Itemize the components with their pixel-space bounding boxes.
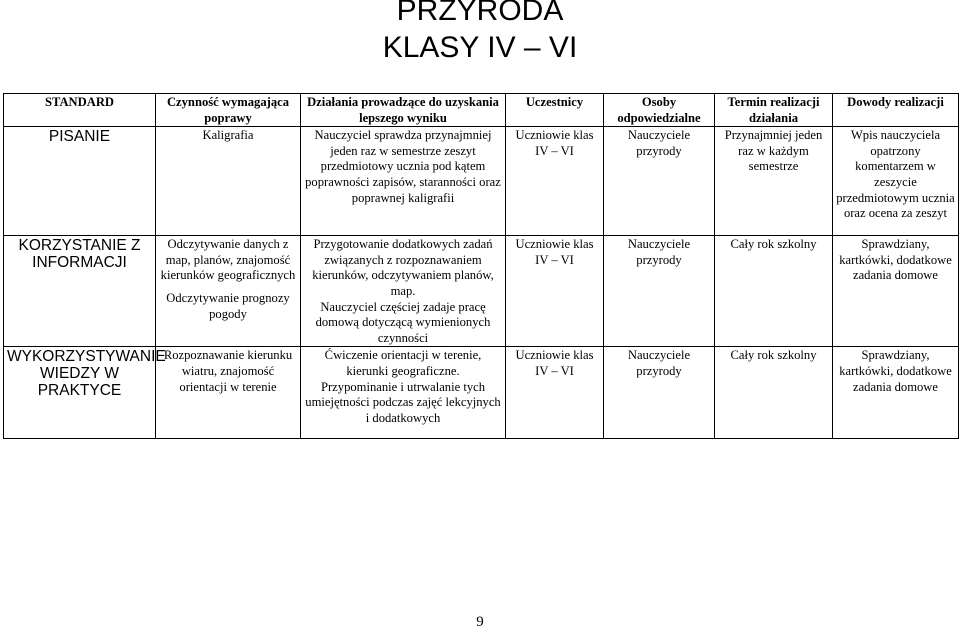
cell-dzialania [301, 347, 506, 439]
cell-standard: KORZYSTANIE Z INFORMACJI [4, 236, 156, 347]
spacer [159, 284, 297, 291]
czynnosc-text: Rozpoznawanie kierunku wiatru, znajomość orientacji w terenie [163, 348, 293, 394]
cell-osoby: Nauczyciele przyrody [604, 236, 715, 347]
table-row [4, 236, 959, 347]
dzialania-text: Ćwiczenie orientacji w terenie, kierunki geograficzne. [324, 348, 482, 378]
cell-uczestnicy: Uczniowie klas IV – VI [506, 347, 604, 439]
cell-czynnosc [156, 127, 301, 236]
improvement-plan-table [3, 93, 959, 439]
cell-czynnosc [156, 236, 301, 347]
page-number: 9 [476, 614, 484, 630]
czynnosc-text: Kaligrafia [202, 128, 254, 143]
header-termin: Termin realizacji działania [715, 94, 833, 127]
cell-dzialania [301, 127, 506, 236]
cell-termin: Przynajmniej jeden raz w każdym semestrze [715, 127, 833, 236]
header-uczestnicy: Uczestnicy [506, 94, 604, 127]
cell-termin: Cały rok szkolny [715, 347, 833, 439]
cell-osoby: Nauczyciele przyrody [604, 127, 715, 236]
header-standard: STANDARD [4, 94, 156, 127]
header-dowody: Dowody realizacji [833, 94, 959, 127]
cell-dowody: Sprawdziany, kartkówki, dodatkowe zadania domowe [833, 347, 959, 439]
header-osoby: Osoby odpowiedzialne [604, 94, 715, 127]
cell-osoby: Nauczyciele przyrody [604, 347, 715, 439]
dzialania-text: Nauczyciel częściej zadaje pracę domową dotyczącą wymienionych czynności [315, 299, 491, 345]
cell-dowody: Wpis nauczyciela opatrzony komentarzem w zeszycie przedmiotowym ucznia oraz ocena za zeszyt [833, 127, 959, 236]
cell-uczestnicy: Uczniowie klas IV – VI [506, 236, 604, 347]
dzialania-text: Nauczyciel sprawdza przynajmniej jeden raz w semestrze zeszyt przedmiotowy ucznia pod kątem poprawności zapisów, staranności oraz poprawnej kaligrafii [305, 128, 501, 205]
czynnosc-text: Odczytywanie danych z map, planów, znajomość kierunków geograficznych [160, 237, 296, 283]
table-row [4, 347, 959, 439]
header-dzialania: Działania prowadzące do uzyskania lepszego wyniku [301, 94, 506, 127]
cell-dzialania [301, 236, 506, 347]
table-header-row [4, 94, 959, 127]
cell-czynnosc [156, 347, 301, 439]
title-line-2: KLASY IV – VI [382, 31, 578, 64]
table-row [4, 127, 959, 236]
cell-uczestnicy: Uczniowie klas IV – VI [506, 127, 604, 236]
title-line-1: PRZYRODA [396, 0, 564, 27]
cell-dowody: Sprawdziany, kartkówki, dodatkowe zadania domowe [833, 236, 959, 347]
dzialania-text: Przygotowanie dodatkowych zadań związanych z rozpoznawaniem kierunków, odczytywaniem planów, map. [312, 237, 494, 298]
header-czynnosc: Czynność wymagająca poprawy [156, 94, 301, 127]
cell-standard: PISANIE [4, 127, 156, 236]
czynnosc-text: Odczytywanie prognozy pogody [166, 290, 290, 321]
cell-termin: Cały rok szkolny [715, 236, 833, 347]
dzialania-text: Przypominanie i utrwalanie tych umiejętności podczas zajęć lekcyjnych i dodatkowych [305, 379, 501, 425]
cell-standard: WYKORZYSTYWANIE WIEDZY W PRAKTYCE [4, 347, 156, 439]
